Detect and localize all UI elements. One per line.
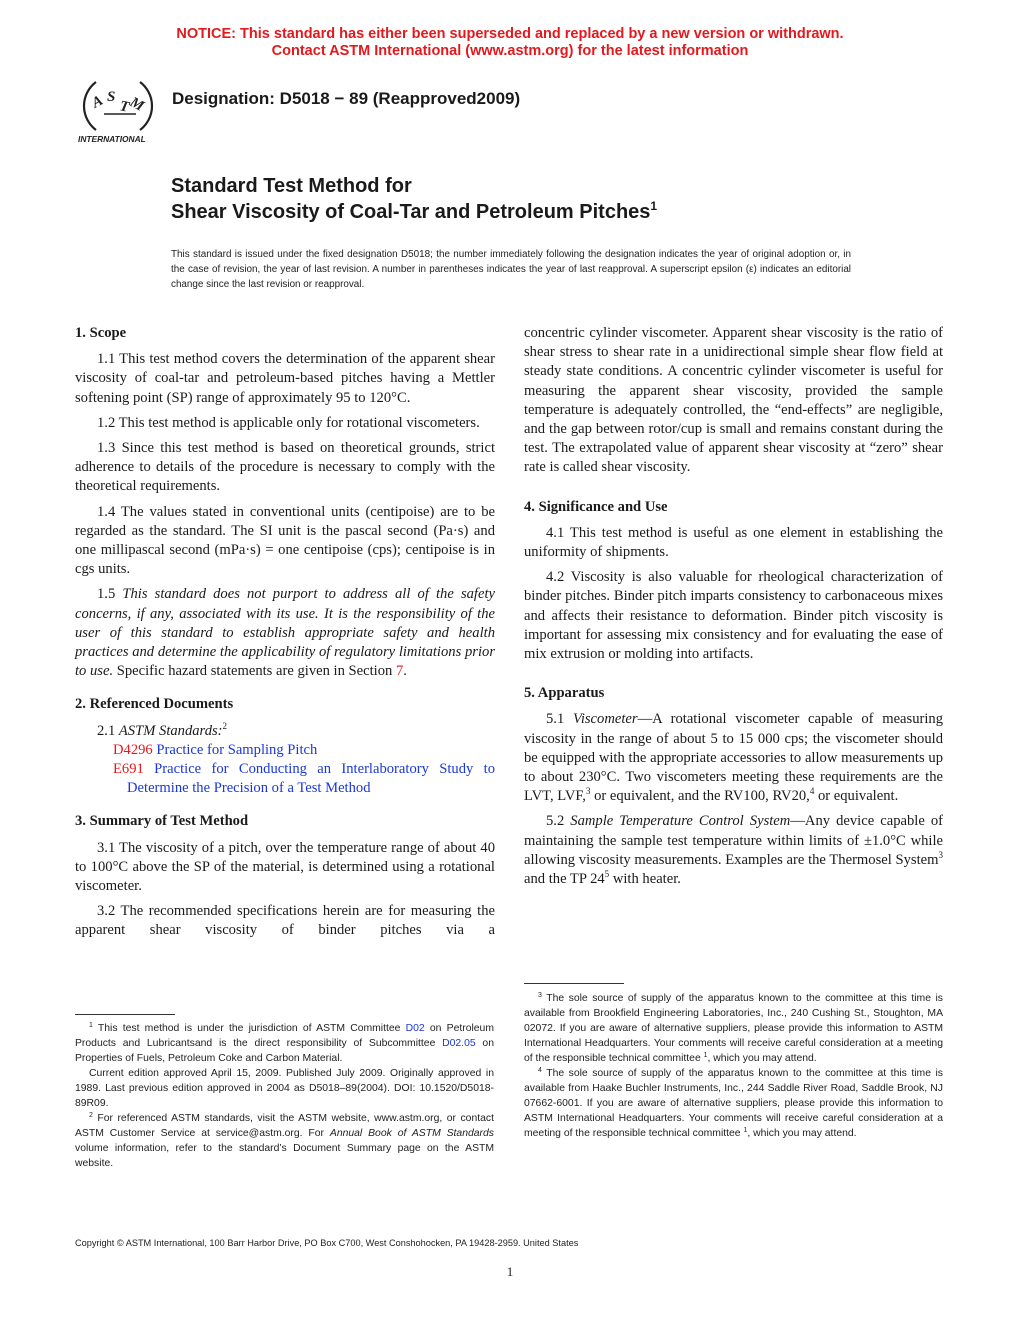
footnote-1-text-b: on Petroleum Products and Lubricantsand is the direct responsibility of Subcommittee — [75, 1023, 494, 1049]
footnote-2-text-a: For referenced ASTM standards, visit the ASTM website, www.astm.org, or contact ASTM Customer Service at service@astm.org. For — [75, 1113, 494, 1139]
svg-text:M: M — [127, 94, 147, 115]
para-1-5 — [75, 585, 495, 681]
title-line-2 — [171, 199, 657, 224]
reference-code[interactable]: D4296 — [113, 741, 153, 758]
footnote-1-edition: Current edition approved April 15, 2009. Published July 2009. Originally approved in 1989. Last previous edition approved in 2004 as D5018–89(2004). DOI: 10.1520/D5018-89R09. — [75, 1068, 494, 1109]
safety-statement: This standard does not purport to address all of the safety concerns, if any, associated with its use. It is the responsibility of the user of this standard to establish appropriate safety and health practices and determine the applicability of regulatory limitations prior to use. — [75, 586, 495, 680]
footnotes-right — [524, 991, 943, 1141]
footnote-3-ref: 3 — [585, 786, 591, 797]
notice-line-1: NOTICE: This standard has either been superseded and replaced by a new version or withdrawn. — [176, 26, 844, 42]
footnote-1 — [75, 1021, 494, 1066]
designation: Designation: D5018 − 89 (Reapproved2009) — [172, 89, 521, 108]
section-1-heading: 1. Scope — [75, 325, 127, 341]
section-5-heading: 5. Apparatus — [524, 685, 605, 702]
para-2-1-num: 2.1 — [97, 722, 119, 739]
astm-standards-label: ASTM Standards: — [118, 722, 223, 739]
footnote-3-text: The sole source of supply of the apparatus known to the committee at this time is available from Brookfield Engineering Laboratories, Inc., 240 Cushing St., Stoughton, MA 02072. If you are aware of alternative suppliers, please provide this information to ASTM International Headquarters. Your comments will receive careful consideration at a meeting of the responsible technical committee — [524, 993, 943, 1064]
para-1-4: 1.4 The values stated in conventional units (centipoise) are to be regarded as the standard. The SI unit is the pascal second (Pa·s) and one millipascal second (mPa·s) = one centipoise (cps); centipoise is in cgs units. — [75, 503, 495, 578]
para-5-2-num: 5.2 — [546, 813, 571, 830]
reference-title[interactable]: Practice for Sampling Pitch — [156, 741, 318, 758]
section-4-heading: 4. Significance and Use — [524, 498, 668, 515]
annual-book-title: Annual Book of ASTM Standards — [329, 1128, 494, 1139]
footnote-rule-left — [75, 1014, 175, 1015]
footnote-4-end: , which you may attend. — [747, 1128, 857, 1139]
footnote-1-ref: 1 — [703, 1052, 708, 1059]
para-2-1 — [75, 722, 495, 741]
left-column — [75, 324, 495, 947]
viscometer-term: Viscometer — [572, 711, 638, 728]
reference-list — [97, 741, 495, 799]
title-text: Shear Viscosity of Coal-Tar and Petroleum Pitches — [171, 201, 651, 223]
footnote-4-ref: 4 — [809, 786, 815, 797]
para-5-1-text-a: —A rotational viscometer capable of measuring viscosity in the range of about 5 to 15 000 cps; the viscometer should be equipped with the appropriate accessories to allow measurements up to about 230°C. Two viscometers meeting these requirements are the LVT, LVF, — [524, 711, 944, 805]
withdrawn-notice — [0, 26, 1020, 60]
footnote-5-ref: 5 — [604, 869, 610, 880]
para-1-3: 1.3 Since this test method is based on theoretical grounds, strict adherence to details of the procedure is necessary to comply with the theoretical requirements. — [75, 440, 495, 495]
committee-d02-link[interactable]: D02 — [405, 1023, 425, 1034]
para-5-2-text-b: and the TP 24 — [524, 871, 605, 888]
footnote-1-text-c: on Properties of Fuels, Petroleum Coke and Carbon Material. — [75, 1038, 494, 1064]
footnote-4-marker: 4 — [538, 1067, 542, 1074]
footnote-3-end: , which you may attend. — [707, 1053, 817, 1064]
para-5-1-text-c: or equivalent. — [814, 788, 899, 805]
footnote-2-ref: 2 — [222, 720, 228, 731]
para-5-2-text-c: with heater. — [609, 871, 681, 888]
para-3-1: 3.1 The viscosity of a pitch, over the temperature range of about 40 to 100°C above the SP of the material, is determined using a rotational viscometer. — [75, 839, 495, 895]
footnote-1-marker: 1 — [89, 1022, 93, 1029]
footnote-2-text-b: volume information, refer to the standard’s Document Summary page on the ASTM website. — [75, 1143, 494, 1169]
right-column — [524, 324, 943, 895]
footnote-3 — [524, 991, 943, 1066]
notice-line-2: Contact ASTM International (www.astm.org) for the latest information — [271, 43, 749, 59]
footnote-rule-right — [524, 983, 624, 984]
svg-text:S: S — [107, 89, 116, 105]
page-number: 1 — [506, 1264, 514, 1279]
para-5-1 — [524, 710, 943, 806]
svg-text:A: A — [89, 92, 106, 112]
para-5-1-num: 5.1 — [546, 711, 573, 728]
footnote-1-text-a: This test method is under the jurisdiction of ASTM Committee — [92, 1023, 406, 1034]
section-3-heading: 3. Summary of Test Method — [75, 813, 249, 830]
para-1-5-end: . — [403, 663, 407, 680]
footnote-4-text: The sole source of supply of the apparatus known to the committee at this time is available from Haake Buchler Instruments, Inc., 244 Saddle River Road, Saddle Brook, NJ 07662-6001. If you are aware of alternative suppliers, please provide this information to ASTM International Headquarters. Your comments will receive careful consideration at a meeting of the responsible technical committee — [524, 1068, 943, 1139]
footnote-2-marker: 2 — [89, 1112, 93, 1119]
footnote-2 — [75, 1111, 494, 1171]
section-2-heading: 2. Referenced Documents — [75, 696, 234, 713]
section-7-link[interactable]: 7 — [395, 663, 404, 680]
footnotes-left — [75, 1021, 494, 1171]
svg-text:T: T — [118, 98, 131, 116]
para-1-5-tail: Specific hazard statements are given in Section — [113, 663, 396, 680]
para-3-2: 3.2 The recommended specifications herein are for measuring the apparent shear viscosity of binder pitches via a — [75, 903, 495, 939]
reference-code[interactable]: E691 — [113, 761, 144, 778]
para-1-5-num: 1.5 — [97, 586, 123, 603]
footnote-3-ref: 3 — [938, 849, 943, 860]
para-1-2: 1.2 This test method is applicable only for rotational viscometers. — [97, 414, 480, 431]
para-3-2-continued: concentric cylinder viscometer. Apparent shear viscosity is the ratio of shear stress to shear rate in a unidirectional simple shear flow field at steady state conditions. A concentric cylinder viscometer is useful for measuring the apparent shear viscosity, provided the sample temperature is adequately controlled, the “end-effects” are negligible, and the gap between rotor/cup is small and remains constant during the test. The extrapolated value of apparent shear viscosity at “zero” shear rate is called shear viscosity. — [524, 325, 943, 476]
para-1-1: 1.1 This test method covers the determination of the apparent shear viscosity of coal-tar and petroleum-based pitches having a Mettler softening point (SP) range of approximately 95 to 120°C. — [75, 351, 495, 406]
reference-d4296[interactable] — [97, 741, 495, 760]
para-4-2: 4.2 Viscosity is also valuable for rheological characterization of binder pitches. Binder pitch imparts consistency to carbonaceous mixes and affects their resistance to deformation. Binder pitch viscosity is important for assessing mix consistency and for evaluating the ease of mix extrusion or molding into artifacts. — [524, 569, 943, 663]
footnote-1-ref: 1 — [743, 1127, 748, 1134]
para-5-1-text-b: or equivalent, and the RV100, RV20, — [590, 788, 810, 805]
footnote-4 — [524, 1066, 943, 1141]
para-5-2 — [524, 812, 943, 889]
para-5-2-text-a: —Any device capable of maintaining the sample test temperature within limits of ±1.0°C while allowing viscosity measurements. Examples are the Thermosel System — [524, 813, 944, 868]
footnote-3-marker: 3 — [538, 992, 542, 999]
astm-logo-icon — [74, 72, 162, 144]
logo-wordmark: INTERNATIONAL — [78, 134, 146, 144]
title-footnote-ref: 1 — [650, 199, 658, 213]
subcommittee-d0205-link[interactable]: D02.05 — [442, 1038, 476, 1049]
title-line-1: Standard Test Method for — [171, 175, 412, 197]
reference-title[interactable]: Practice for Conducting an Interlaboratory Study to Determine the Precision of a Test Method — [127, 761, 495, 797]
issuance-note: This standard is issued under the fixed designation D5018; the number immediately following the designation indicates the year of original adoption or, in the case of revision, the year of last revision. A number in parentheses indicates the year of last reapproval. A superscript epsilon (ε) indicates an editorial change since the last revision or reapproval. — [171, 249, 851, 290]
copyright-line: Copyright © ASTM International, 100 Barr Harbor Drive, PO Box C700, West Conshohocken, PA 19428-2959. United States — [75, 1238, 579, 1248]
reference-e691[interactable] — [97, 760, 495, 798]
temperature-control-term: Sample Temperature Control System — [570, 813, 791, 830]
para-4-1: 4.1 This test method is useful as one element in establishing the uniformity of shipments. — [524, 524, 943, 561]
